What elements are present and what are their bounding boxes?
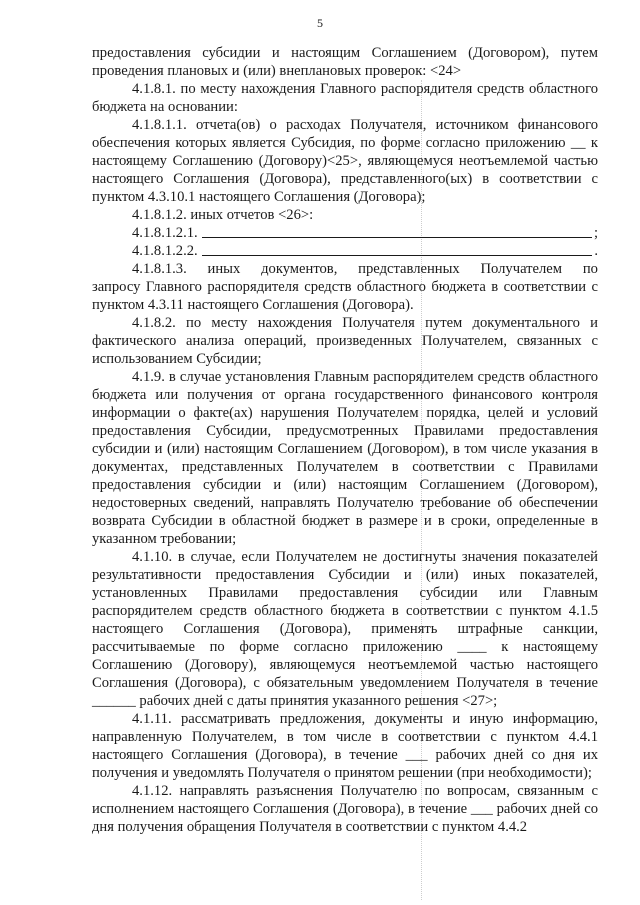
word: документов, — [261, 261, 338, 277]
paragraph-4-1-8-1-2-1 — [92, 224, 598, 242]
paragraph-4-1-8-1-2: 4.1.8.1.2. иных отчетов <26>: — [132, 207, 314, 223]
paragraph-4-1-8-1: 4.1.8.1. по месту нахождения Главного распорядителя средств областного бюджета на основании: — [92, 81, 598, 115]
paragraph-4-1-8-1-3 — [92, 260, 598, 314]
item-number: 4.1.8.1.2.2. — [132, 243, 198, 259]
item-number: 4.1.8.1.2.1. — [132, 225, 198, 241]
fill-in-blank — [202, 254, 593, 256]
fill-in-blank — [202, 236, 592, 238]
document-body — [92, 44, 598, 836]
word: Получателем — [480, 261, 563, 277]
item-end-mark: ; — [593, 225, 598, 241]
paragraph-4-1-11: 4.1.11. рассматривать предложения, документы и иную информацию, направленную Получателем, в том числе в соответствии с пунктом 4.4.1 настоящего Соглашения (Договора), в течение ___ рабочих дней со дня их получения и уведомлять Получателя о принятом решении (при необходимости); — [92, 711, 598, 781]
word: иных — [207, 261, 241, 277]
paragraph-text: запросу Главного распорядителя средств областного бюджета в соответствии с пунктом 4.3.11 настоящего Соглашения (Договора). — [92, 279, 598, 313]
paragraph-4-1-10: 4.1.10. в случае, если Получателем не достигнуты значения показателей результативности предоставления Субсидии и (или) иных показателей, установленных Правилами предоставления субсидии или Главным распорядителем средств областного бюджета в соответствии с пунктом 4.1.5 настоящего Соглашения (Договора), применять штрафные санкции, рассчитываемые по форме согласно приложению ____ к настоящему Соглашению (Договору), являющемуся неотъемлемой частью настоящего Соглашения (Договора), с обязательным уведомлением Получателя в течение ______ рабочих дней с даты принятия указанного решения <27>; — [92, 549, 598, 709]
item-end-mark: . — [594, 243, 598, 259]
spread-line — [92, 260, 598, 278]
page-number: 5 — [317, 16, 323, 30]
word: представленных — [358, 261, 460, 277]
paragraph-4-1-9: 4.1.9. в случае установления Главным распорядителем средств областного бюджета или получения от органа государственного финансового контроля информации о факте(ах) нарушения Получателем порядка, целей и условий предоставления Субсидии, предусмотренных Правилами предоставления субсидии и (или) настоящим Соглашением (Договором), в том числе указания в документах, представленных Получателем в соответствии с Правилами предоставления субсидии и (или) настоящим Соглашением (Договором), недостоверных сведений, направлять Получателю требование об обеспечении возврата Субсидии в областной бюджет в размере и в сроки, определенные в указанном требовании; — [92, 369, 598, 547]
paragraph-4-1-8-1-1: 4.1.8.1.1. отчета(ов) о расходах Получателя, источником финансового обеспечения которых является Субсидия, по форме согласно приложению __ к настоящему Соглашению (Договору)<25>, являющемуся неотъемлемой частью настоящего Соглашения (Договора), представленного(ых) в соответствии с пунктом 4.3.10.1 настоящего Соглашения (Договора); — [92, 117, 598, 205]
paragraph-continuation: предоставления субсидии и настоящим Соглашением (Договором), путем проведения плановых и (или) внеплановых проверок: <24> — [92, 45, 598, 79]
paragraph-4-1-8-1-2-2 — [92, 242, 598, 260]
paragraph-4-1-12: 4.1.12. направлять разъяснения Получателю по вопросам, связанным с исполнением настоящего Соглашения (Договора), в течение ___ рабочих дней со дня получения обращения Получателя в соответствии с пунктом 4.4.2 — [92, 783, 598, 835]
word: по — [582, 261, 598, 277]
paragraph-4-1-8-2: 4.1.8.2. по месту нахождения Получателя путем документального и фактического анализа операций, произведенных Получателем, связанных с использованием Субсидии; — [92, 315, 598, 367]
word: 4.1.8.1.3. — [132, 261, 187, 277]
